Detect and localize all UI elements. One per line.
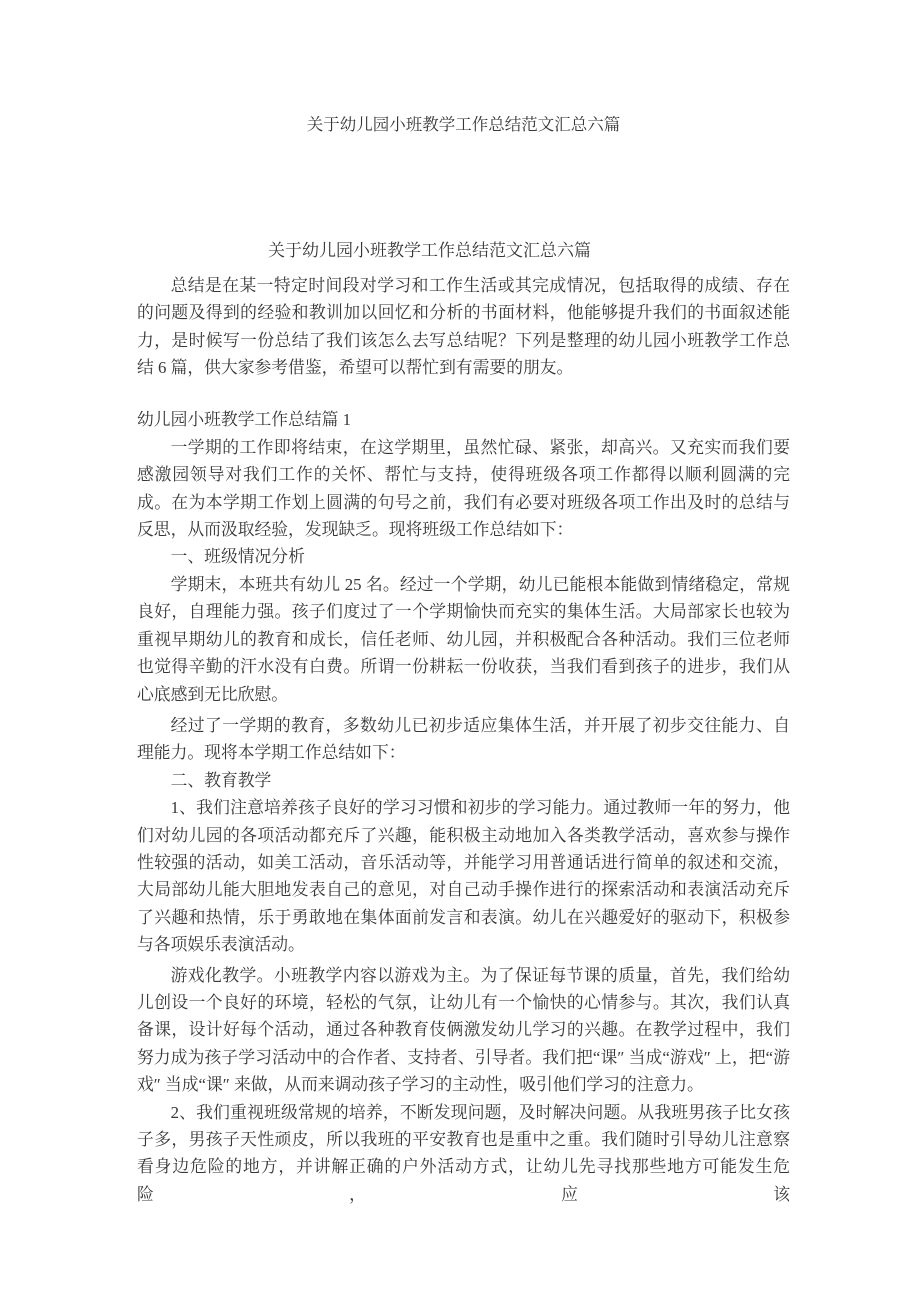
subheading-class-analysis: 一、班级情况分析: [170, 547, 305, 567]
section1-opening-paragraph: 一学期的工作即将结束，在这学期里，虽然忙碌、紧张，却高兴。又充实而我们要感激园领导对我们工作的关怀、帮忙与支持，使得班级各项工作都得以顺利圆满的完成。在为本学期工作划上圆满的句号之前，我们有必要对班级各项工作出及时的总结与反思，从而汲取经验，发现缺乏。现将班级工作总结如下：: [137, 437, 790, 540]
transition-paragraph: 经过了一学期的教育，多数幼儿已初步适应集体生活，并开展了初步交往能力、自理能力。现将本学期工作总结如下：: [137, 715, 790, 763]
document-body-heading: 关于幼儿园小班教学工作总结范文汇总六篇: [268, 241, 591, 261]
subheading-education: 二、教育教学: [170, 770, 272, 790]
class-analysis-paragraph: 学期末，本班共有幼儿 25 名。经过一个学期，幼儿已能根本能做到情绪稳定，常规良好，自理能力强。孩子们度过了一个学期愉快而充实的集体生活。大局部家长也较为重视早期幼儿的教育和成长，信任老师、幼儿园，并积极配合各种活动。我们三位老师也觉得辛勤的汗水没有白费。所谓一份耕耘一份收获，当我们看到孩子的进步，我们从心底感到无比欣慰。: [137, 574, 790, 704]
document-top-title: 关于幼儿园小班教学工作总结范文汇总六篇: [306, 115, 621, 134]
section1-heading: 幼儿园小班教学工作总结篇 1: [137, 410, 351, 430]
game-teaching-paragraph: 游戏化教学。小班教学内容以游戏为主。为了保证每节课的质量，首先，我们给幼儿创设一个良好的环境，轻松的气氛，让幼儿有一个愉快的心情参与。其次，我们认真备课，设计好每个活动，通过各种教育伎俩激发幼儿学习的兴趣。在教学过程中，我们努力成为孩子学习活动中的合作者、支持者、引导者。我们把“课″ 当成“游戏″ 上，把“游戏″ 当成“课″ 来做，从而来调动孩子学习的主动性，吸引他们学习的注意力。: [137, 965, 790, 1095]
study-habits-paragraph: 1、我们注意培养孩子良好的学习习惯和初步的学习能力。通过教师一年的努力，他们对幼儿园的各项活动都充斥了兴趣，能积极主动地加入各类教学活动，喜欢参与操作性较强的活动，如美工活动，音乐活动等，并能学习用普通话进行简单的叙述和交流，大局部幼儿能大胆地发表自己的意见，对自己动手操作进行的探索活动和表演活动充斥了兴趣和热情，乐于勇敢地在集体面前发言和表演。幼儿在兴趣爱好的驱动下，积极参与各项娱乐表演活动。: [137, 798, 790, 955]
class-routine-paragraph: 2、我们重视班级常规的培养，不断发现问题，及时解决问题。从我班男孩子比女孩子多，男孩子天性顽皮，所以我班的平安教育也是重中之重。我们随时引导幼儿注意察看身边危险的地方，并讲解正确的户外活动方式，让幼儿先寻找那些地方可能发生危险，应该: [137, 1102, 790, 1204]
intro-paragraph: 总结是在某一特定时间段对学习和工作生活或其完成情况，包括取得的成绩、存在的问题及得到的经验和教训加以回忆和分析的书面材料，他能够提升我们的书面叙述能力，是时候写一份总结了我们该怎么去写总结呢？下列是整理的幼儿园小班教学工作总结 6 篇，供大家参考借鉴，希望可以帮忙到有需要的朋友。: [137, 275, 790, 378]
